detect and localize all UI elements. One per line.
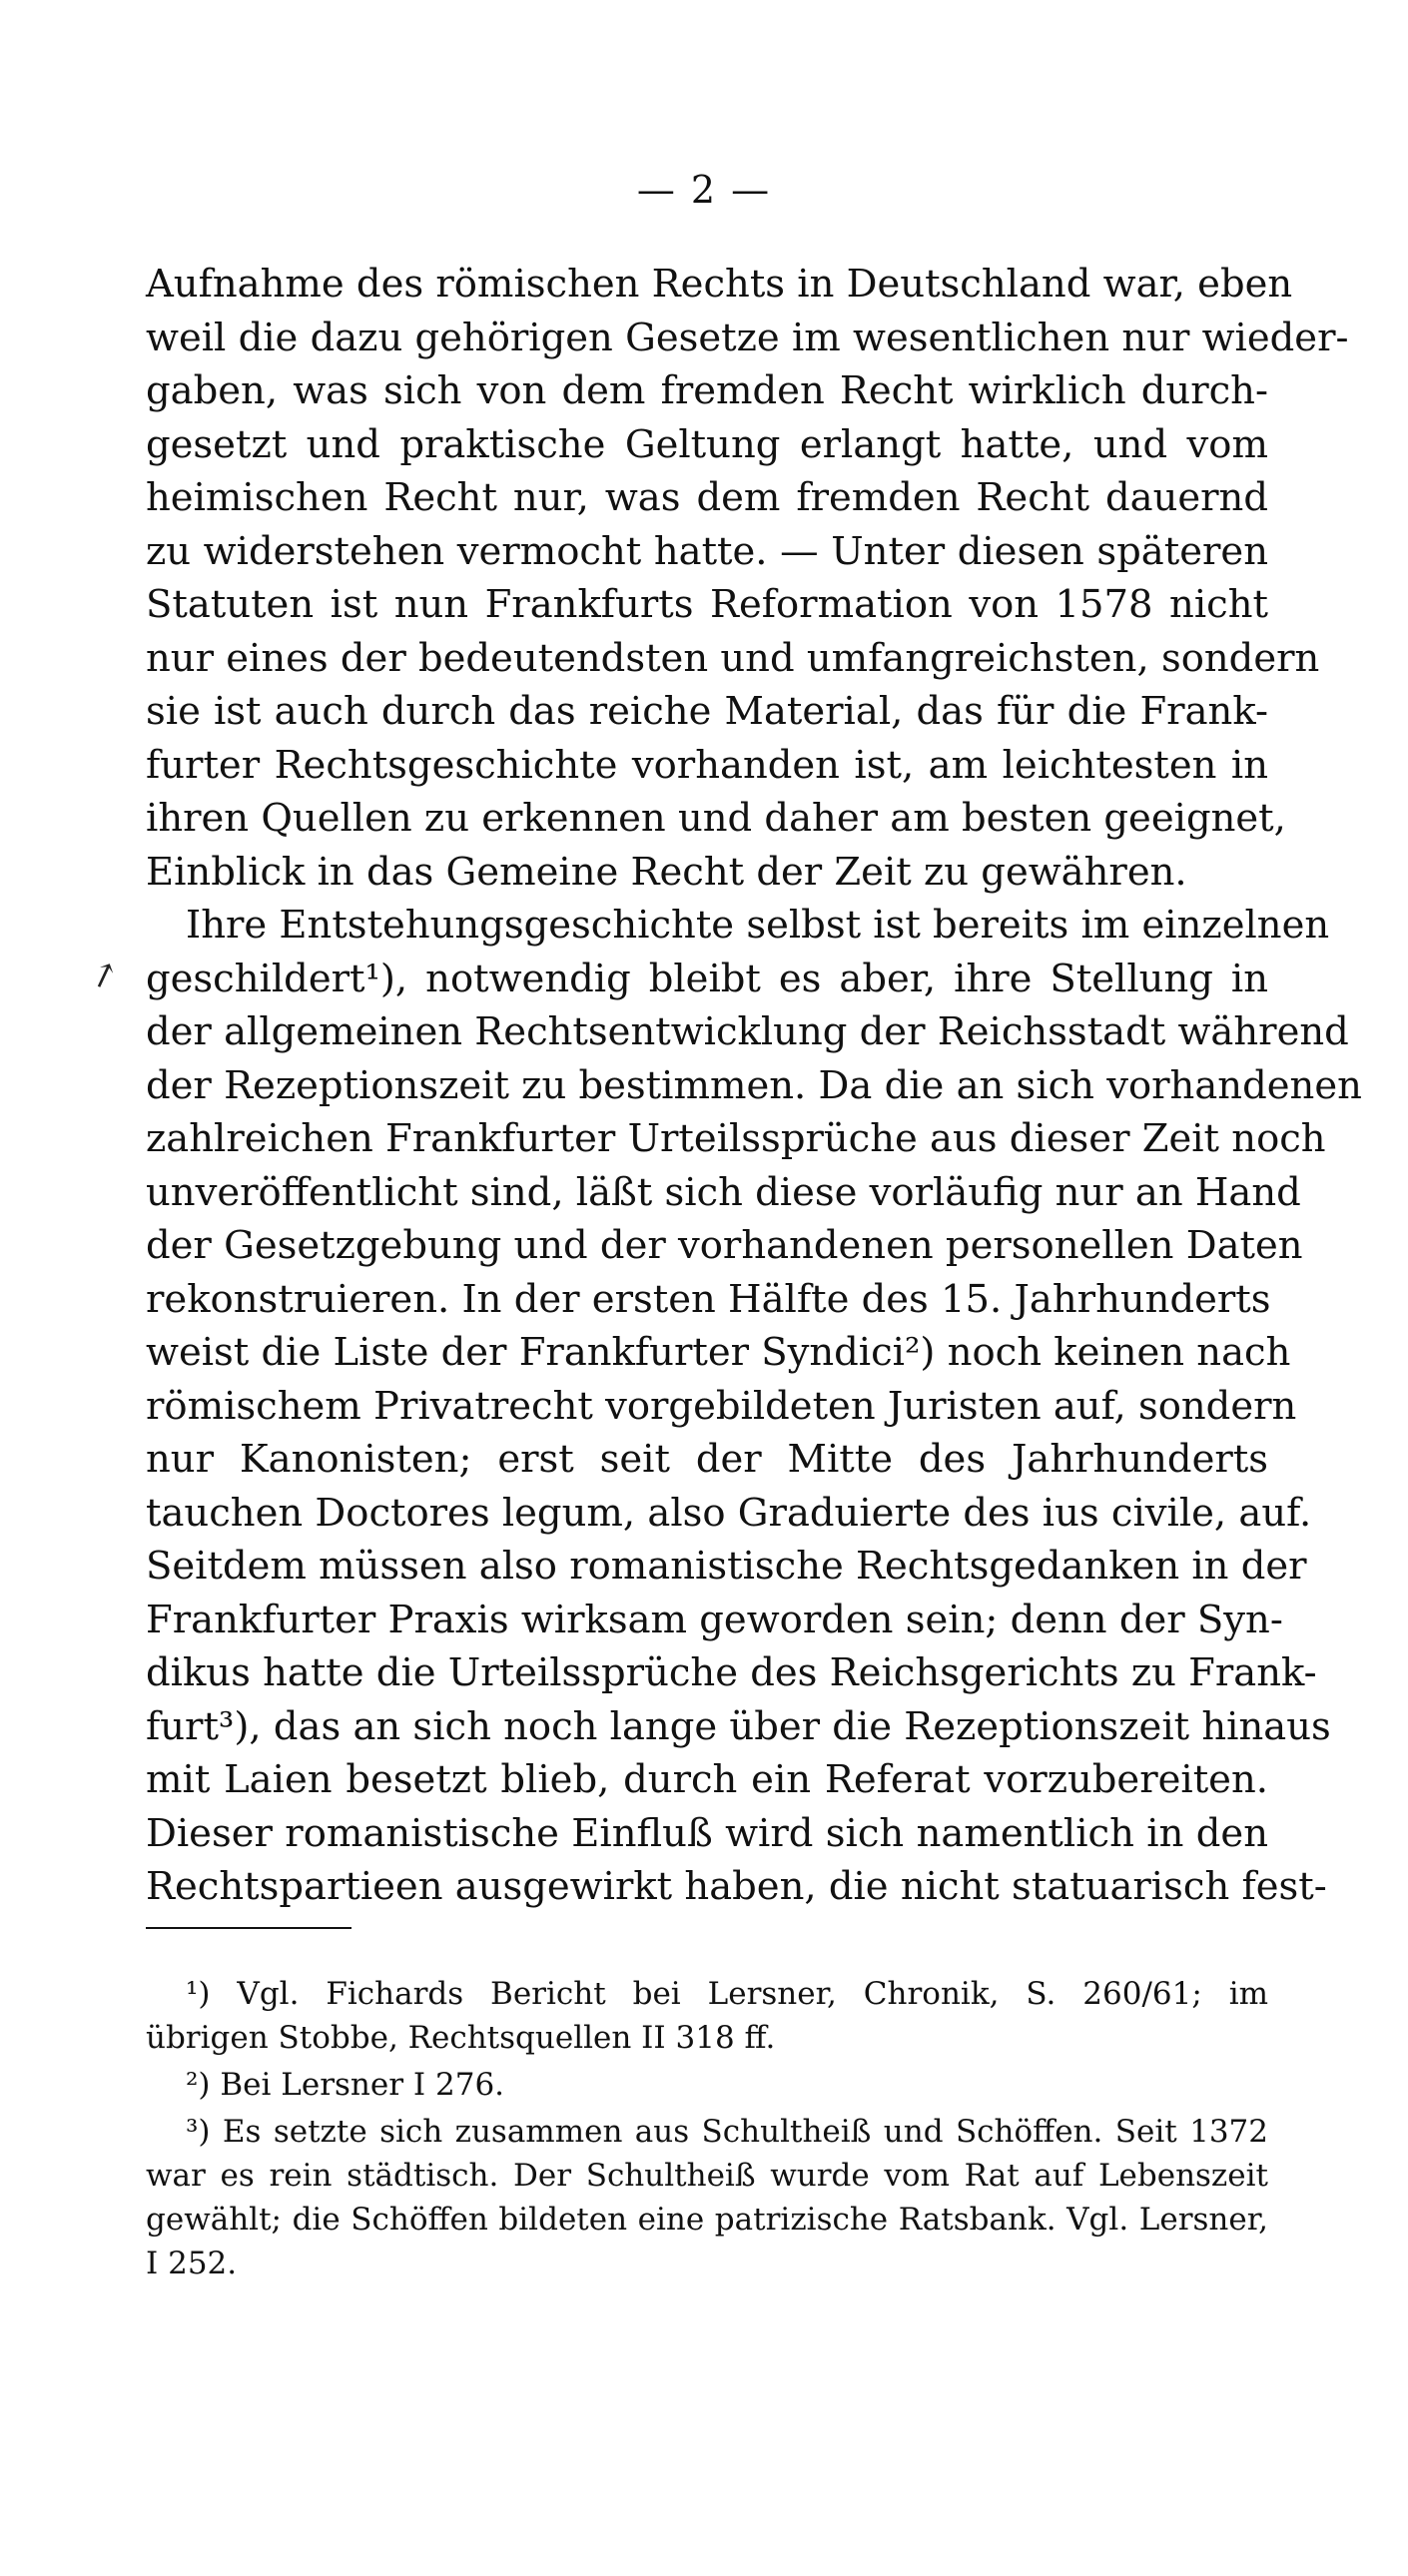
body-text bbox=[146, 258, 1362, 1914]
body-line: tauchen Doctores legum, also Graduierte des ius civile, auf. bbox=[146, 1490, 1312, 1536]
body-line: gesetzt und praktische Geltung erlangt hatte, und vom bbox=[146, 421, 1268, 467]
body-line: Seitdem müssen also romanistische Rechtsgedanken in der bbox=[146, 1544, 1307, 1589]
margin-annotation-mark: ↗ bbox=[84, 952, 125, 999]
body-line: heimischen Recht nur, was dem fremden Recht dauernd bbox=[146, 475, 1268, 520]
body-line: Rechtspartieen ausgewirkt haben, die nicht statuarisch fest- bbox=[146, 1864, 1327, 1909]
footnote-line: übrigen Stobbe, Rechtsquellen II 318 ff. bbox=[146, 2020, 776, 2056]
body-line: gaben, was sich von dem fremden Recht wirklich durch- bbox=[146, 368, 1268, 413]
body-line: nur Kanonisten; erst seit der Mitte des Jahrhunderts bbox=[146, 1437, 1268, 1482]
body-line: zahlreichen Frankfurter Urteilssprüche aus dieser Zeit noch bbox=[146, 1116, 1326, 1161]
footnote-line: I 252. bbox=[146, 2246, 238, 2281]
body-line: furter Rechtsgeschichte vorhanden ist, am leichtesten in bbox=[146, 742, 1268, 788]
body-line: ihren Quellen zu erkennen und daher am besten geeignet, bbox=[146, 796, 1286, 841]
footnote-line: war es rein städtisch. Der Schultheiß wurde vom Rat auf Lebenszeit bbox=[146, 2158, 1268, 2194]
footnote-line: ²) Bei Lersner I 276. bbox=[186, 2067, 505, 2103]
body-line: weist die Liste der Frankfurter Syndici²) noch keinen nach bbox=[146, 1330, 1291, 1375]
footnote-line: ¹) Vgl. Fichards Bericht bei Lersner, Chronik, S. 260/61; im bbox=[186, 1976, 1268, 2012]
body-line: der Gesetzgebung und der vorhandenen personellen Daten bbox=[146, 1223, 1303, 1268]
body-line: Statuten ist nun Frankfurts Reformation von 1578 nicht bbox=[146, 582, 1268, 627]
body-line: Dieser romanistische Einfluß wird sich namentlich in den bbox=[146, 1810, 1268, 1856]
footnote-line: ³) Es setzte sich zusammen aus Schultheiß und Schöffen. Seit 1372 bbox=[186, 2114, 1268, 2150]
body-line: Ihre Entstehungsgeschichte selbst ist bereits im einzelnen bbox=[186, 903, 1330, 948]
body-line: geschildert¹), notwendig bleibt es aber, ihre Stellung in bbox=[146, 956, 1268, 1001]
body-line: weil die dazu gehörigen Gesetze im wesentlichen nur wieder- bbox=[146, 315, 1349, 360]
footnote-divider bbox=[146, 1927, 352, 1929]
body-line: römischem Privatrecht vorgebildeten Juristen auf, sondern bbox=[146, 1383, 1297, 1429]
body-line: der allgemeinen Rechtsentwicklung der Reichsstadt während bbox=[146, 1009, 1349, 1054]
body-line: nur eines der bedeutendsten und umfangreichsten, sondern bbox=[146, 635, 1320, 681]
footnotes bbox=[146, 1972, 1268, 2285]
body-line: der Rezeptionszeit zu bestimmen. Da die an sich vorhandenen bbox=[146, 1062, 1362, 1108]
body-line: furt³), das an sich noch lange über die Rezeptionszeit hinaus bbox=[146, 1703, 1331, 1749]
body-line: mit Laien besetzt blieb, durch ein Referat vorzubereiten. bbox=[146, 1757, 1268, 1802]
body-line: Frankfurter Praxis wirksam geworden sein; denn der Syn- bbox=[146, 1597, 1283, 1642]
body-line: zu widerstehen vermocht hatte. — Unter diesen späteren bbox=[146, 528, 1268, 574]
page-number: — 2 — bbox=[636, 168, 772, 212]
footnote-line: gewählt; die Schöffen bildeten eine patrizische Ratsbank. Vgl. Lersner, bbox=[146, 2202, 1268, 2238]
body-line: Einblick in das Gemeine Recht der Zeit zu gewähren. bbox=[146, 849, 1187, 895]
body-line: Aufnahme des römischen Rechts in Deutschland war, eben bbox=[146, 262, 1293, 307]
body-line: unveröffentlicht sind, läßt sich diese vorläufig nur an Hand bbox=[146, 1169, 1301, 1215]
body-line: rekonstruieren. In der ersten Hälfte des 15. Jahrhunderts bbox=[146, 1276, 1271, 1322]
body-line: sie ist auch durch das reiche Material, das für die Frank- bbox=[146, 689, 1268, 734]
body-line: dikus hatte die Urteilssprüche des Reichsgerichts zu Frank- bbox=[146, 1650, 1317, 1695]
